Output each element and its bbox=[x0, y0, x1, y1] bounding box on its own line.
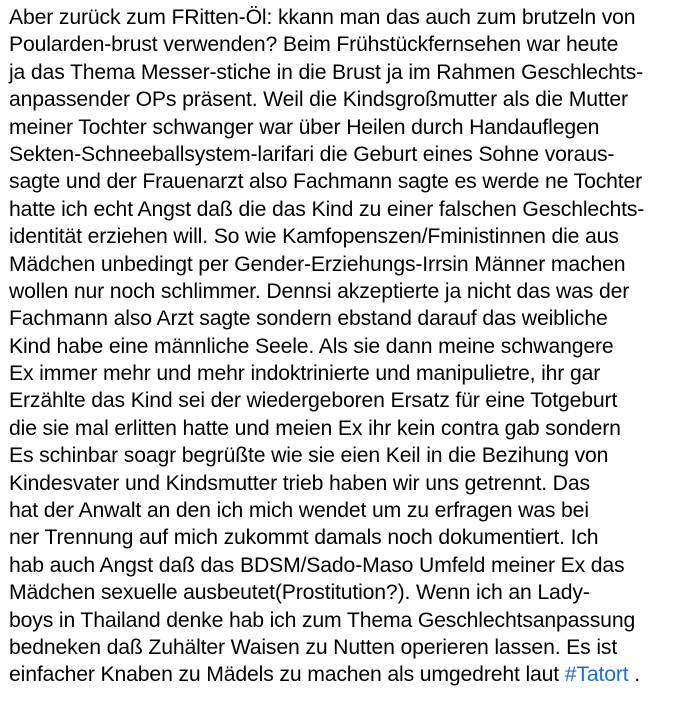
post-line-11: wollen nur noch schlimmer. Dennsi akzeptierte ja nicht das was der bbox=[9, 279, 630, 303]
post-line-7: sagte und der Frauenarzt also Fachmann sagte es werde ne Tochter bbox=[9, 170, 643, 194]
post-line-14: Ex immer mehr und mehr indoktrinierte und manipulietre, ihr gar bbox=[9, 362, 601, 386]
post-line-5: meiner Tochter schwanger war über Heilen durch Handauflegen bbox=[9, 115, 600, 139]
post-line-21: hab auch Angst daß das BDSM/Sado-Maso Umfeld meiner Ex das bbox=[9, 553, 625, 577]
post-line-15: Erzählte das Kind sei der wiedergeboren Ersatz für eine Totgeburt bbox=[9, 389, 618, 413]
post-line-10: Mädchen unbedingt per Gender-Erziehungs-Irrsin Männer machen bbox=[9, 252, 626, 276]
hashtag-link[interactable]: #Tatort bbox=[564, 663, 629, 687]
post-line-24: bedneken daß Zuhälter Waisen zu Nutten operieren lassen. Es ist bbox=[9, 635, 618, 659]
post-line-20: ner Trennung auf mich zukommt damals noch dokumentiert. Ich bbox=[9, 526, 599, 550]
post-line-9: identität erziehen will. So wie Kamfopenszen/Fministinnen die aus bbox=[9, 225, 619, 249]
post-line-2: Poularden-brust verwenden? Beim Frühstückfernsehen war heute bbox=[9, 33, 619, 57]
post-line-8: hatte ich echt Angst daß die das Kind zu einer falschen Geschlechts- bbox=[9, 197, 645, 221]
post-line-16: die sie mal erlitten hatte und meien Ex ihr kein contra gab sondern bbox=[9, 416, 621, 440]
post-line-12: Fachmann also Arzt sagte sondern ebstand darauf das weibliche bbox=[9, 307, 608, 331]
post-line-6: Sekten-Schneeballsystem-larifari die Geburt eines Sohne voraus- bbox=[9, 142, 615, 166]
post-line-25 bbox=[9, 661, 676, 688]
post-line-23: boys in Thailand denke hab ich zum Thema Geschlechtsanpassung bbox=[9, 608, 636, 632]
post-line-4: anpassender OPs präsent. Weil die Kindsgroßmutter als die Mutter bbox=[9, 88, 628, 112]
post-line-3: ja das Thema Messer-stiche in die Brust ja im Rahmen Geschlechts- bbox=[9, 60, 643, 84]
post-line-1: Aber zurück zum FRitten-Öl: kkann man das auch zum brutzeln von bbox=[9, 6, 636, 29]
post-line-25-end: . bbox=[628, 663, 640, 687]
post-line-13: Kind habe eine männliche Seele. Als sie dann meine schwangere bbox=[9, 334, 614, 358]
post-line-17: Es schinbar soagr begrüßte wie sie eien Keil in die Bezihung von bbox=[9, 444, 609, 468]
post-line-22: Mädchen sexuelle ausbeutet(Prostitution?). Wenn ich an Lady- bbox=[9, 581, 590, 605]
post-line-25-text: einfacher Knaben zu Mädels zu machen als umgedreht laut bbox=[9, 663, 565, 687]
post-line-19: hat der Anwalt an den ich mich wendet um zu erfragen was bei bbox=[9, 499, 589, 523]
post-line-18: Kindesvater und Kindsmutter trieb haben wir uns getrennt. Das bbox=[9, 471, 590, 495]
